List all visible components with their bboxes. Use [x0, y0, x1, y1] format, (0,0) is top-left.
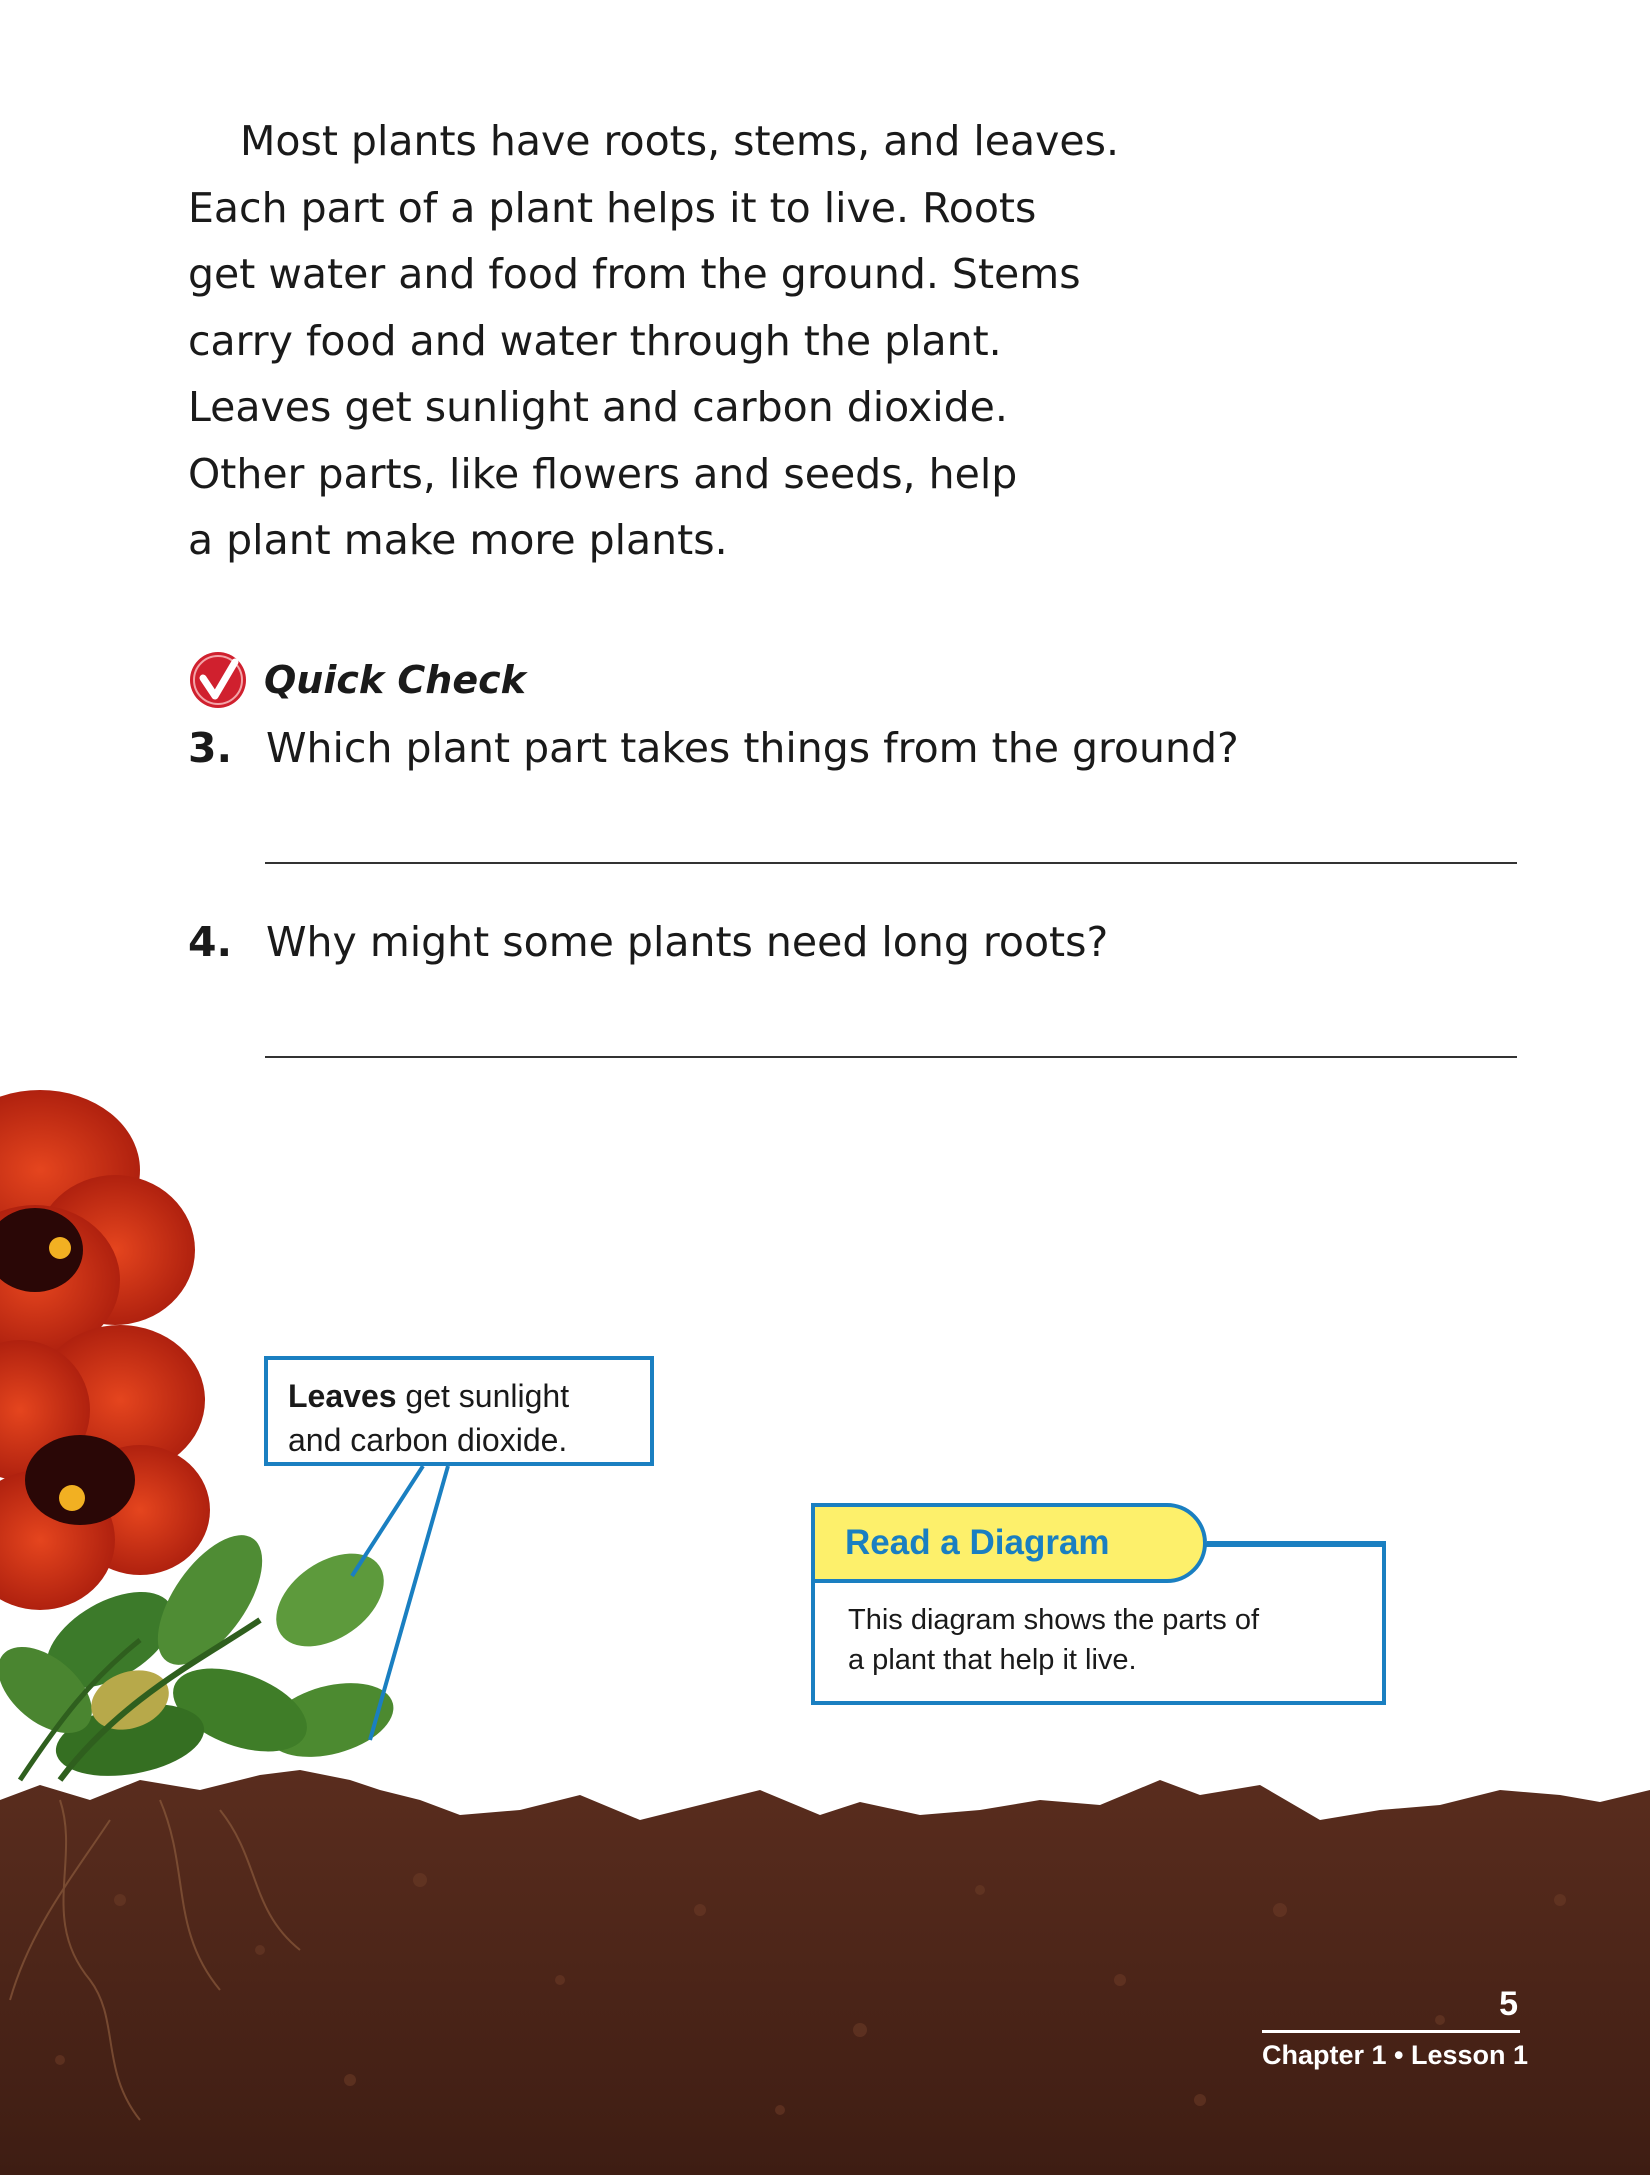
pansy-flower-lower	[0, 1325, 210, 1610]
read-diagram-title: Read a Diagram	[811, 1503, 1207, 1583]
pansy-flower-upper	[0, 1090, 195, 1355]
question-text: Why might some plants need long roots?	[266, 918, 1109, 966]
question-number: 4.	[188, 918, 233, 966]
paragraph-line: carry food and water through the plant.	[188, 316, 1002, 365]
answer-line-3[interactable]	[265, 862, 1517, 864]
quick-check-title: Quick Check	[264, 658, 526, 702]
callout-text: get sunlight	[396, 1378, 570, 1414]
quick-check-header	[188, 650, 526, 710]
checkmark-icon	[188, 650, 248, 710]
question-3	[188, 724, 1239, 772]
read-diagram-body	[848, 1600, 1368, 1680]
paragraph-line: Leaves get sunlight and carbon dioxide.	[188, 383, 1008, 431]
answer-line-4[interactable]	[265, 1056, 1517, 1058]
chapter-lesson-label: Chapter 1 • Lesson 1	[1262, 2040, 1529, 2070]
intro-paragraph	[188, 108, 1188, 574]
footer-divider	[1262, 2030, 1520, 2033]
page-number: 5	[1499, 1985, 1518, 2023]
question-4	[188, 918, 1108, 966]
paragraph-line: a plant make more plants.	[188, 516, 728, 564]
callout-text: and carbon dioxide.	[288, 1422, 568, 1458]
soil	[0, 1770, 1650, 2175]
read-diagram-line: a plant that help it live.	[848, 1644, 1137, 1676]
question-text: Which plant part takes things from the ground?	[266, 724, 1239, 772]
paragraph-line: get water and food from the ground. Stems	[188, 250, 1081, 298]
question-number: 3.	[188, 724, 233, 772]
paragraph-line: Most plants have roots, stems, and leaves.	[240, 117, 1119, 165]
read-diagram-line: This diagram shows the parts of	[848, 1604, 1260, 1636]
paragraph-line: Other parts, like flowers and seeds, help	[188, 449, 1018, 498]
paragraph-line: Each part of a plant helps it to live. Roots	[188, 183, 1037, 232]
leaves-callout	[264, 1356, 654, 1466]
callout-bold: Leaves	[288, 1378, 397, 1414]
